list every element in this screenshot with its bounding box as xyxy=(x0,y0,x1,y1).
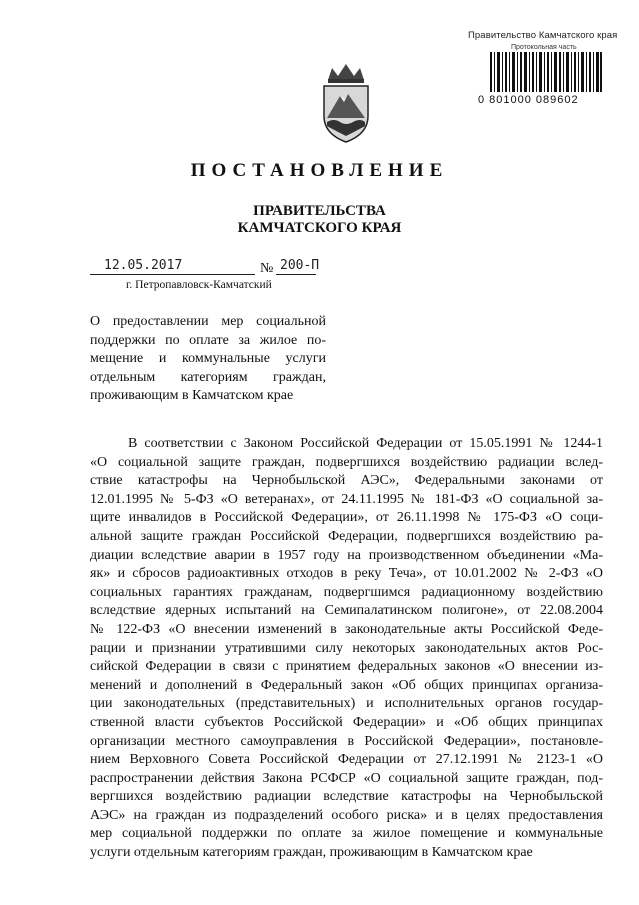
body-line: № 122-ФЗ «О внесении изменений в законодательные акты Российской Феде- xyxy=(90,621,603,637)
document-title: ПОСТАНОВЛЕНИЕ xyxy=(190,160,449,181)
body-line: рации и признании утратившими силу некоторых законодательных актов Рос- xyxy=(90,640,603,656)
body-line: «О социальной защите граждан, подвергшихся воздействию радиации вслед- xyxy=(90,454,603,470)
body-line: 12.01.1995 № 5-ФЗ «О ветеранах», от 24.11.1995 № 181-ФЗ «О социальной за- xyxy=(90,491,603,507)
body-line: вергшихся воздействию радиации вследствие катастрофы на Чернобыльской xyxy=(90,789,603,805)
body-line: социальных гарантиях гражданам, подвергшимся радиационному воздействию xyxy=(90,584,603,600)
body-line: ственной власти субъектов Российской Федерации» и «Об общих принципах xyxy=(90,714,603,730)
document-subject xyxy=(90,313,326,406)
kamchatka-coat-of-arms-icon xyxy=(318,62,374,144)
barcode-number: 0 801000 089602 xyxy=(478,94,579,106)
body-line: В соответствии с Законом Российской Федерации от 15.05.1991 № 1244-1 xyxy=(128,436,603,451)
body-line: распространении действия Закона РСФСР «О социальной защите граждан, под- xyxy=(90,770,603,786)
body-line: ции законодательных (представительных) и исполнительных органов государ- xyxy=(90,696,603,712)
subject-line: отдельным категориям граждан, xyxy=(90,369,326,385)
document-number: 200-П xyxy=(280,258,320,273)
number-underline xyxy=(276,274,316,275)
body-line: диации вследствие аварии в 1957 году на производственном объединении «Ма- xyxy=(90,547,603,563)
stamp-organization: Правительство Камчатского края xyxy=(468,30,618,41)
barcode-icon xyxy=(490,52,602,92)
date-underline xyxy=(90,274,255,275)
issuer-line-2: КАМЧАТСКОГО КРАЯ xyxy=(237,220,402,236)
body-line: организации местного самоуправления в Российской Федерации», постановле- xyxy=(90,733,603,749)
issue-city: г. Петропавловск-Камчатский xyxy=(126,279,272,291)
body-line: щите инвалидов в Российской Федерации», от 26.11.1998 № 175-ФЗ «О соци- xyxy=(90,510,603,526)
body-line: альной защите граждан Российской Федерации, подвергшихся воздействию ра- xyxy=(90,528,603,544)
issuer-line-1: ПРАВИТЕЛЬСТВА xyxy=(253,203,386,219)
subject-line: проживающим в Камчатском крае xyxy=(90,388,294,403)
subject-line: О предоставлении мер социальной xyxy=(90,314,326,329)
number-label: № xyxy=(260,261,274,276)
document-date: 12.05.2017 xyxy=(104,258,183,273)
body-line: мер социальной поддержки по оплате за жилое помещение и коммунальные xyxy=(90,826,603,842)
body-line: сийской Федерации в связи с принятием федеральных законов «О внесении из- xyxy=(90,659,603,675)
stamp-subtitle: Протокольная часть xyxy=(511,44,577,51)
body-line: як» и сбросов радиоактивных отходов в реку Теча», от 10.01.2002 № 2-ФЗ «О xyxy=(90,566,603,582)
subject-line: мещение и коммунальные услуги xyxy=(90,351,326,366)
body-line: услуги отдельным категориям граждан, проживающим в Камчатском крае xyxy=(90,845,533,861)
body-line: АЭС» на граждан из подразделений особого риска» и в целях предоставления xyxy=(90,807,603,823)
subject-line: поддержки по оплате за жилое по- xyxy=(90,332,326,348)
body-line: нием Верховного Совета Российской Федерации от 27.12.1991 № 2123-1 «О xyxy=(90,752,603,768)
body-line: вследствие ядерных испытаний на Семипалатинском полигоне», от 22.08.2004 xyxy=(90,603,603,619)
preamble-paragraph xyxy=(90,435,603,863)
body-line: менений и дополнений в Федеральный закон «Об общих принципах организа- xyxy=(90,677,603,693)
body-line: ствие катастрофы на Чернобыльской АЭС», Федеральными законами от xyxy=(90,473,603,489)
